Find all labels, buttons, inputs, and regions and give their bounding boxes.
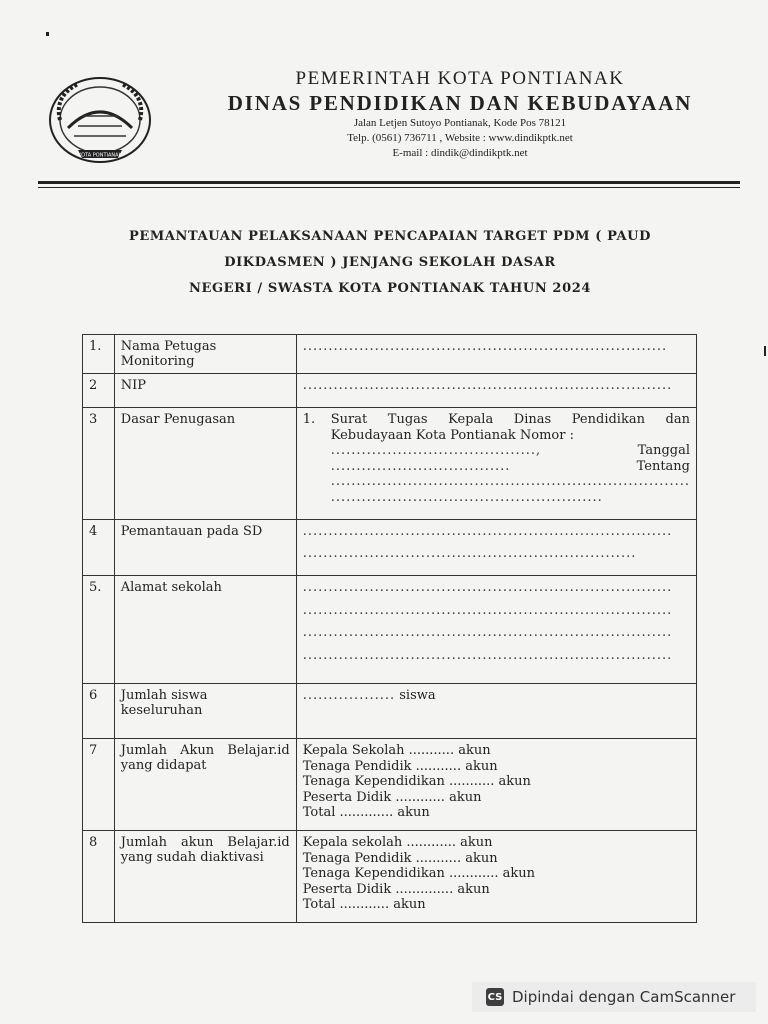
nip-field[interactable] [296, 374, 696, 408]
fill-dots: .................. [302, 688, 396, 703]
document-title [100, 224, 680, 302]
table-row [83, 739, 697, 831]
account-line: Kepala Sekolah ........... akun [302, 743, 491, 758]
row-label: Jumlah Akun Belajar.id yang didapat [114, 739, 296, 831]
accounts-activated-field[interactable] [296, 831, 696, 923]
address: Jalan Letjen Sutoyo Pontianak, Kode Pos 78121 [353, 117, 567, 129]
fill-dots: ...................................................................... [330, 474, 690, 489]
fill-dots: ................................................................. [302, 545, 637, 561]
table-row [83, 684, 697, 739]
watermark-text: Dipindai dengan CamScanner [512, 988, 736, 1006]
fill-dots: ................................... [330, 458, 511, 474]
account-line: Tenaga Kependidikan ........... akun [302, 774, 531, 789]
table-row [83, 831, 697, 923]
row-number: 5. [83, 576, 115, 684]
row-number: 3 [83, 408, 115, 520]
subject-label: Tentang [636, 458, 690, 474]
row-number: 7 [83, 739, 115, 831]
title-line: PEMANTAUAN PELAKSANAAN PENCAPAIAN TARGET PDM ( PAUD [129, 229, 651, 244]
phone-website: Telp. (0561) 736711 , Website : www.dindikptk.net [347, 132, 573, 144]
svg-text:KOTA PONTIANAK: KOTA PONTIANAK [78, 152, 122, 159]
letterhead-divider [38, 181, 740, 184]
account-line: Total ............ akun [302, 897, 426, 912]
fill-dots: ........................................................................ [302, 524, 673, 539]
fill-dots: ........................................................................ [302, 378, 673, 393]
account-line: Peserta Didik .............. akun [302, 881, 490, 897]
fill-dots: ........................................................................ [302, 602, 673, 618]
scan-speck [764, 346, 766, 356]
row-label: Jumlah akun Belajar.id yang sudah diaktivasi [114, 831, 296, 923]
fill-dots: ........................................................................ [302, 580, 673, 595]
row-label: Pemantauan pada SD [114, 520, 296, 576]
agency-name: DINAS PENDIDIKAN DAN KEBUDAYAAN [227, 91, 693, 115]
row-number: 8 [83, 831, 115, 923]
account-line: Total ............. akun [302, 805, 430, 820]
table-row [83, 520, 697, 576]
letterhead [190, 68, 730, 161]
row-label: Alamat sekolah [114, 576, 296, 684]
assignment-text: Surat Tugas Kepala Dinas Pendidikan dan Kebudayaan Kota Pontianak Nomor : [330, 412, 690, 443]
school-address-field[interactable] [296, 576, 696, 684]
account-line: Tenaga Pendidik ........... akun [302, 758, 498, 774]
table-row [83, 408, 697, 520]
item-number: 1. [302, 412, 316, 427]
monitoring-form-table [82, 334, 697, 923]
row-number: 2 [83, 374, 115, 408]
letterhead-divider-thin [38, 187, 740, 188]
assignment-basis-field[interactable] [296, 408, 696, 520]
table-row [83, 576, 697, 684]
accounts-received-field[interactable] [296, 739, 696, 831]
unit-label: siswa [399, 688, 436, 703]
title-line: NEGERI / SWASTA KOTA PONTIANAK TAHUN 2024 [188, 281, 592, 296]
account-line: Kepala sekolah ............ akun [302, 835, 493, 850]
account-line: Tenaga Kependidikan ............ akun [302, 866, 536, 881]
fill-dots: ........................................................................ [302, 625, 673, 640]
fill-dots: ....................................................................... [302, 339, 668, 354]
camscanner-icon: CS [486, 988, 504, 1006]
email: E-mail : dindik@dindikptk.net [392, 147, 528, 159]
scan-speck [46, 32, 49, 36]
date-label: Tanggal [637, 443, 690, 458]
account-line: Peserta Didik ............ akun [302, 789, 482, 805]
table-row [83, 335, 697, 374]
row-number: 6 [83, 684, 115, 739]
camscanner-watermark [472, 982, 756, 1012]
city-seal-logo [48, 76, 152, 164]
government-name: PEMERINTAH KOTA PONTIANAK [295, 68, 625, 89]
account-line: Tenaga Pendidik ........... akun [302, 850, 498, 866]
row-label: NIP [114, 374, 296, 408]
officer-name-field[interactable] [296, 335, 696, 374]
fill-dots: ..................................................... [330, 489, 603, 505]
school-monitored-field[interactable] [296, 520, 696, 576]
table-row [83, 374, 697, 408]
row-number: 4 [83, 520, 115, 576]
fill-dots: ........................................, [330, 443, 542, 458]
row-label: Jumlah siswa keseluruhan [114, 684, 296, 739]
row-label: Nama Petugas Monitoring [114, 335, 296, 374]
title-line: DIKDASMEN ) JENJANG SEKOLAH DASAR [224, 255, 556, 270]
row-number: 1. [83, 335, 115, 374]
row-label: Dasar Penugasan [114, 408, 296, 520]
fill-dots: ........................................................................ [302, 647, 673, 663]
student-count-field[interactable] [296, 684, 696, 739]
